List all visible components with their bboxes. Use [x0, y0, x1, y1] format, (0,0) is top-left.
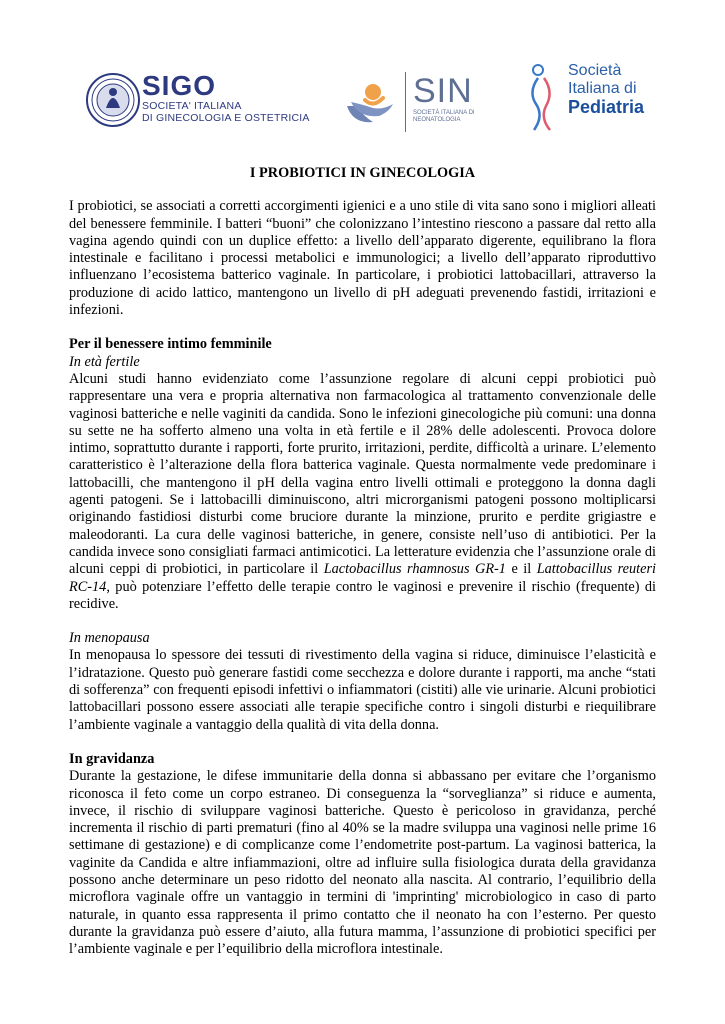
sigo-name: SIGO [142, 70, 217, 101]
subheading-menopausa: In menopausa [69, 630, 150, 647]
strain-name-gr1: Lactobacillus rhamnosus GR-1 [323, 561, 506, 578]
paragraph-menopausa: In menopausa lo spessore dei tessuti di rivestimento della vagina si riduce, diminuisce l’elasticità e l’idratazione. Questo può generare fastidi come secchezza e dolore durante i rapporti, ma anche “stati di sofferenza” con frequenti episodi infettivi o infiammatori (cistiti) alle vie urinarie. Alcuni probiotici lattobacillari possono essere associati alle terapie specifiche contro i singoli disturbi e riequilibrare l’ambiente vaginale a vantaggio della qualità di vita della donna. [69, 647, 656, 733]
sin-line1: SOCIETÀ ITALIANA DI [413, 110, 475, 116]
sigo-logo [86, 70, 308, 132]
sip-line2: Italiana di [568, 80, 637, 97]
sin-name: SIN [413, 72, 473, 110]
paragraph-eta-fertile-text-b: e il [505, 561, 537, 578]
document-body [69, 165, 656, 958]
sigo-seal-icon [86, 70, 140, 130]
child-figure-icon [524, 62, 564, 134]
section-heading-benessere: Per il benessere intimo femminile [69, 336, 272, 353]
subheading-eta-fertile: In età fertile [69, 353, 140, 370]
logo-header [0, 58, 725, 138]
sip-line1: Società [568, 62, 622, 79]
sin-divider [405, 72, 406, 132]
sip-line3: Pediatria [568, 97, 645, 117]
sin-line2: NEONATOLOGIA [413, 117, 461, 123]
sigo-line2: DI GINECOLOGIA E OSTETRICIA [142, 112, 310, 124]
sip-logo [524, 62, 652, 134]
paragraph-eta-fertile [69, 371, 656, 613]
paragraph-eta-fertile-text-a: Alcuni studi hanno evidenziato come l’assunzione regolare di alcuni ceppi probiotici può rappresentare una vera e propria alternativa non farmacologica al trattamento convenzionale delle vaginosi batteriche e nelle vaginiti da candida. Sono le infezioni ginecologiche più comuni: una donna su sette ne ha sofferto almeno una volta in età fertile e il 28% delle adolescenti. Provoca dolore intimo, soprattutto durante i rapporti, forte prurito, irritazioni, perdite, difficoltà a urinare. L’elemento caratteristico è l’alterazione della flora batterica vaginale. Questa normalmente vede predominare i lattobacilli, che mantengono il pH della vagina entro livelli ottimali e proteggono la donna dagli agenti patogeni. Se i lattobacilli diminuiscono, altri microrganismi patogeni possono moltiplicarsi originando fastidiosi disturbi come bruciore durante la minzione, prurito e perdite grigiastre e maleodoranti. La cura delle vaginosi batteriche, in genere, consiste nell’uso di antibiotici. Per la candida invece sono consigliati farmaci antimicotici. La letterature evidenzia che l’assunzione orale di alcuni ceppi di probiotici, in particolare il [69, 370, 656, 578]
intro-paragraph: I probiotici, se associati a corretti accorgimenti igienici e a uno stile di vita sano sono i migliori alleati del benessere femminile. I batteri “buoni” che colonizzano l’intestino riescono a passare dal retto alla vagina agendo quindi con un duplice effetto: a livello dell’apparato digerente, equilibrano la flora intestinale e facilitano i processi metabolici e immunologici; a livello dell’apparato riproduttivo influenzano l’ecosistema batterico vaginale. In particolare, i probiotici lattobacillari, attraverso la produzione di acido lattico, mantengono un livello di pH adeguati prevenendo fastidi, irritazioni e infezioni. [69, 198, 656, 319]
paragraph-gravidanza: Durante la gestazione, le difese immunitarie della donna si abbassano per evitare che l’organismo riconosca il feto come un corpo estraneo. Di conseguenza la “sorveglianza” si riduce e aumenta, invece, il rischio di sviluppare vaginosi batteriche. Questo è pericoloso in gravidanza, perché incrementa il rischio di parti prematuri (fino al 40% se la madre sviluppa una vaginosi nelle prime 16 settimane di gestazione) e di complicanze come l’endometrite post-partum. La vaginosi batterica, la vaginite da Candida e altre infiammazioni, oltre ad influire sulla fisiologica durata della gravidanza possono anche determinare un peso ridotto del neonato alla nascita. Al contrario, l’equilibrio della microflora vaginale offre un vantaggio in termini di 'imprinting' microbiologico in caso di parto naturale, in quanto essa rappresenta il primo contatto che il neonato ha con l’esterno. Per questo durante la gravidanza può essere d’aiuto, alla futura mamma, l’assunzione di probiotici specifici per l’ambiente vaginale e per l’equilibrio della microflora intestinale. [69, 768, 656, 958]
strain-name-rc14: Lattobacillus reuteri RC-14 [69, 561, 657, 595]
sigo-line1: SOCIETA' ITALIANA [142, 100, 242, 112]
paragraph-eta-fertile-text-c: , può potenziare l’effetto delle terapie contro le vaginosi e prevenire il rischio (frequente) di recidive. [69, 578, 656, 612]
page-title: I PROBIOTICI IN GINECOLOGIA [249, 165, 476, 181]
section-heading-gravidanza: In gravidanza [69, 750, 155, 767]
sin-logo [343, 68, 475, 134]
hands-baby-icon [343, 72, 401, 132]
